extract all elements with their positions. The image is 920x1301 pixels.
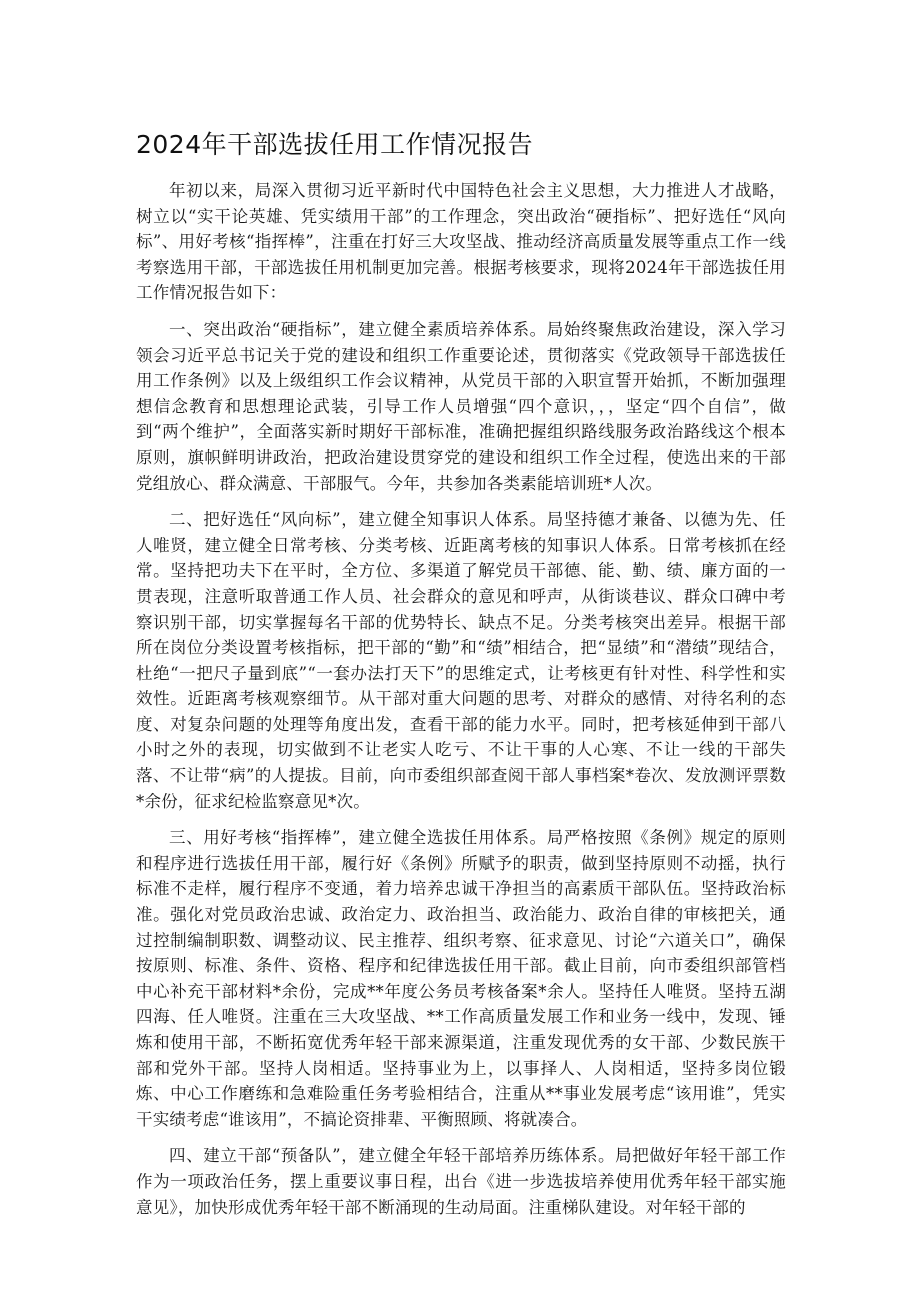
- paragraph-section-1: 一、突出政治“硬指标”，建立健全素质培养体系。局始终聚焦政治建设，深入学习领会习近平总书记关于党的建设和组织工作重要论述，贯彻落实《党政领导干部选拔任用工作条例》以及上级组织工作会议精神，从党员干部的入职宣誓开始抓，不断加强理想信念教育和思想理论武装，引导工作人员增强“四个意识，，，坚定“四个自信”，做到“两个维护”，全面落实新时期好干部标准，准确把握组织路线服务政治路线这个根本原则，旗帜鲜明讲政治，把政治建设贯穿党的建设和组织工作全过程，使选出来的干部党组放心、群众满意、干部服气。今年，共参加各类素能培训班*人次。: [136, 319, 786, 493]
- document-title: 2024年干部选拔任用工作情况报告: [136, 130, 534, 159]
- paragraph-section-2: 二、把好选任“风向标”，建立健全知事识人体系。局坚持德才兼备、以德为先、任人唯贤，建立健全日常考核、分类考核、近距离考核的知事识人体系。日常考核抓在经常。坚持把功夫下在平时，全方位、多渠道了解党员干部德、能、勤、绩、廉方面的一贯表现，注意听取普通工作人员、社会群众的意见和呼声，从街谈巷议、群众口碑中考察识别干部，切实掌握每名干部的优势特长、缺点不足。分类考核突出差异。根据干部所在岗位分类设置考核指标，把干部的“勤”和“绩”相结合，把“显绩”和“潜绩”现结合，杜绝“一把尺子量到底”“一套办法打天下”的思维定式，让考核更有针对性、科学性和实效性。近距离考核观察细节。从干部对重大问题的思考、对群众的感情、对待名利的态度、对复杂问题的处理等角度出发，查看干部的能力水平。同时，把考核延伸到干部八小时之外的表现，切实做到不让老实人吃亏、不让干事的人心寒、不让一线的干部失落、不让带“病”的人提拔。目前，向市委组织部查阅干部人事档案*卷次、发放测评票数*余份，征求纪检监察意见*次。: [136, 510, 786, 811]
- paragraph-section-4: 四、建立干部“预备队”，建立健全年轻干部培养历练体系。局把做好年轻干部工作作为一项政治任务，摆上重要议事日程，出台《进一步选拔培养使用优秀年轻干部实施意见》，加快形成优秀年轻干部不断涌现的生动局面。注重梯队建设。对年轻干部的: [136, 1146, 786, 1217]
- document-body: [136, 178, 786, 1231]
- paragraph-section-3: 三、用好考核“指挥棒”，建立健全选拔任用体系。局严格按照《条例》规定的原则和程序进行选拔任用干部，履行好《条例》所赋予的职责，做到坚持原则不动摇，执行标准不走样，履行程序不变通，着力培养忠诚干净担当的高素质干部队伍。坚持政治标准。强化对党员政治忠诚、政治定力、政治担当、政治能力、政治自律的审核把关，通过控制编制职数、调整动议、民主推荐、组织考察、征求意见、讨论“六道关口”，确保按原则、标准、条件、资格、程序和纪律选拔任用干部。截止目前，向市委组织部管档中心补充干部材料*余份，完成**年度公务员考核备案*余人。坚持任人唯贤。坚持五湖四海、任人唯贤。注重在三大攻坚战、**工作高质量发展工作和业务一线中，发现、锤炼和使用干部，不断拓宽优秀年轻干部来源渠道，注重发现优秀的女干部、少数民族干部和党外干部。坚持人岗相适。坚持事业为上，以事择人、人岗相适，坚持多岗位锻炼、中心工作磨练和急难险重任务考验相结合，注重从**事业发展考虑“该用谁”，凭实干实绩考虑“谁该用”，不搞论资排辈、平衡照顾、将就凑合。: [136, 828, 786, 1129]
- paragraph-intro: 年初以来，局深入贯彻习近平新时代中国特色社会主义思想，大力推进人才战略，树立以“实干论英雄、凭实绩用干部”的工作理念，突出政治“硬指标”、把好选任“风向标”、用好考核“指挥棒”，注重在打好三大攻坚战、推动经济高质量发展等重点工作一线考察选用干部，干部选拔任用机制更加完善。根据考核要求，现将2024年干部选拔任用工作情况报告如下：: [136, 181, 786, 303]
